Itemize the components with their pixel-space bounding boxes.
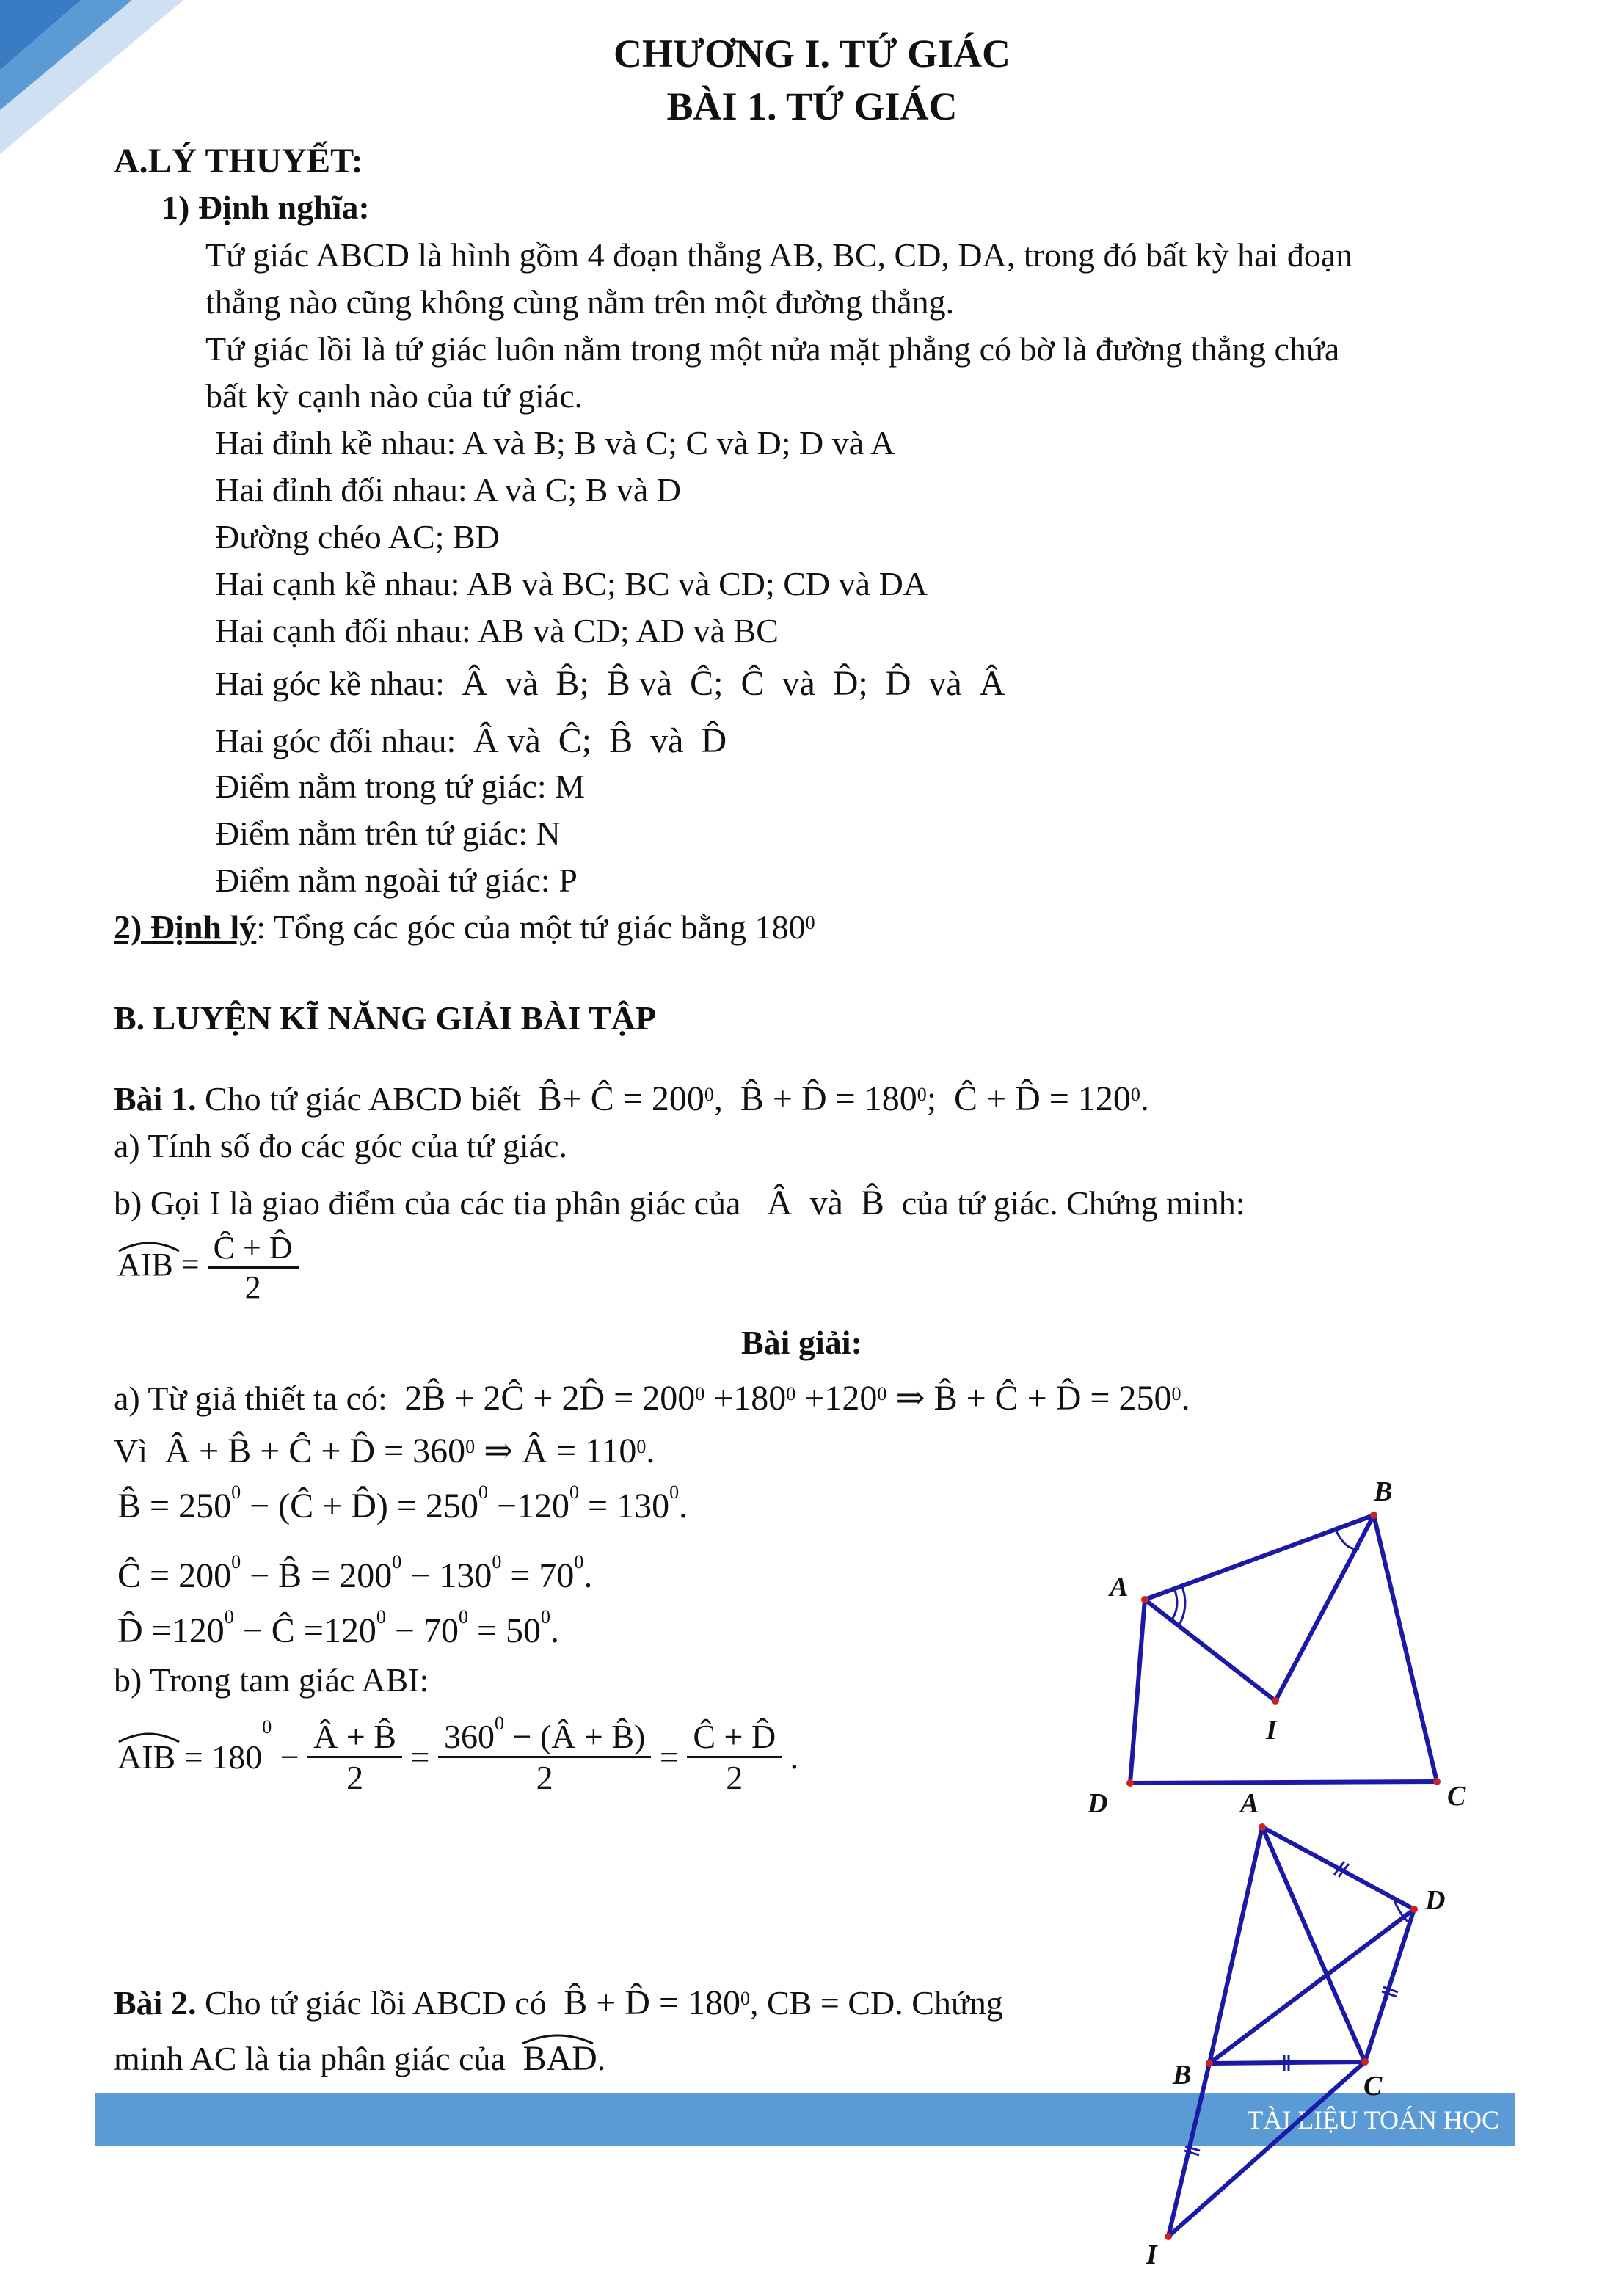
fig1-label-c: C (1447, 1781, 1466, 1812)
theory-item: Hai đỉnh kề nhau: A và B; B và C; C và D; D và A (215, 424, 895, 462)
fig2-label-c: C (1363, 2071, 1383, 2102)
solution-line-a: a) Từ giả thiết ta có: 2B̂ + 2Ĉ + 2D̂ = $200^0 +180^0 +120^0$ ⇒ B̂ + Ĉ + D̂ = $250^0$. (114, 1379, 1190, 1418)
corner-decoration (0, 0, 183, 154)
definition-line: Tứ giác ABCD là hình gồm 4 đoạn thẳng AB, BC, CD, DA, trong đó bất kỳ hai đoạn (205, 236, 1353, 274)
theory-item: Điểm nằm trên tứ giác: N (215, 814, 561, 852)
adjacent-angles-line: Hai góc kề nhau: Â và B̂; B̂ và Ĉ; Ĉ và D̂; D̂ và Â (215, 664, 1005, 703)
edge-da (1130, 1600, 1145, 1783)
edge-ab (1145, 1515, 1374, 1600)
bai1-part-a: a) Tính số đo các góc của tứ giác. (114, 1127, 568, 1164)
solution-aib: AIB = $180^0$ − $\frac{Â + B̂}{2}$ = $\frac{360^0 - (Â + B̂)}{2}$ = $\frac{Ĉ + D̂}{2}$ . (117, 1713, 799, 1796)
bai2-statement-2: minh AC là tia phân giác của BAD . (114, 2037, 605, 2081)
edge-dc (1365, 1909, 1414, 2062)
solution-line-d: D̂ $=120^0$ − Ĉ $=120^0 - 70^0 = 50^0$. (117, 1606, 560, 1650)
theory-item: Điểm nằm ngoài tứ giác: P (215, 861, 578, 899)
theory-heading: A.LÝ THUYẾT: (114, 142, 363, 181)
chapter-title: CHƯƠNG I. TỨ GIÁC (613, 32, 1011, 76)
fig2-label-i: I (1146, 2239, 1157, 2270)
solution-b-intro: b) Trong tam giác ABI: (114, 1661, 429, 1699)
fig1-label-i: I (1266, 1715, 1277, 1746)
theory-item: Hai đỉnh đối nhau: A và C; B và D (215, 471, 682, 508)
practice-heading: B. LUYỆN KĨ NĂNG GIẢI BÀI TẬP (114, 999, 657, 1037)
theorem-line: 2) Định lý: Tổng các góc của một tứ giác bằng $180^0$ (114, 908, 815, 946)
solution-line-vi: Vì Â + B̂ + Ĉ + D̂ = $360^0$ ⇒ Â = $110^0$. (114, 1432, 655, 1470)
theory-item: Điểm nằm trong tứ giác: M (215, 768, 586, 805)
figure-quadrilateral-bai2 (1086, 1790, 1497, 2271)
lesson-title: BÀI 1. TỨ GIÁC (666, 84, 958, 128)
definition-line: Tứ giác lồi là tứ giác luôn nằm trong một nửa mặt phẳng có bờ là đường thẳng chứa (205, 330, 1340, 368)
theory-item: Hai cạnh đối nhau: AB và CD; AD và BC (215, 612, 779, 649)
fig1-label-b: B (1374, 1476, 1393, 1507)
diag-ac (1262, 1827, 1365, 2062)
definition-line: bất kỳ cạnh nào của tứ giác. (205, 377, 583, 415)
footer-text: TÀI LIỆU TOÁN HỌC (1247, 2105, 1499, 2135)
solution-heading: Bài giải: (741, 1324, 862, 1361)
edge-cd (1130, 1782, 1437, 1783)
bai1-statement: Bài 1. Cho tứ giác ABCD biết B̂+ Ĉ = $200^0$, B̂ + D̂ = $180^0$; Ĉ + D̂ = $120^0$. (114, 1079, 1149, 1118)
figure-quadrilateral-abcd (1071, 1468, 1512, 1834)
fig1-label-a: A (1110, 1572, 1129, 1603)
edge-cb (1209, 2062, 1365, 2063)
bisector-ai (1145, 1600, 1275, 1701)
solution-line-b: B̂ = $250^0$ − (Ĉ + D̂) = $250^0 -120^0 = 130^0$. (117, 1481, 688, 1525)
bai1-part-b: b) Gọi I là giao điểm của các tia phân giác của Â và B̂ của tứ giác. Chứng minh: (114, 1184, 1245, 1222)
theory-item: Đường chéo AC; BD (215, 518, 500, 555)
bai2-statement-1: Bài 2. Cho tứ giác lồi ABCD có B̂ + D̂ = $180^0$, CB = CD. Chứng (114, 1983, 1003, 2022)
definition-heading: 1) Định nghĩa: (161, 189, 370, 226)
fig2-label-d: D (1425, 1885, 1446, 1916)
definition-line: thẳng nào cũng không cùng nằm trên một đường thẳng. (205, 283, 955, 321)
opposite-angles-line: Hai góc đối nhau: Â và Ĉ; B̂ và D̂ (215, 721, 727, 760)
fig2-label-a: A (1240, 1790, 1259, 1819)
edge-bc (1374, 1515, 1437, 1782)
fig2-label-b: B (1173, 2060, 1192, 2090)
solution-line-c: Ĉ = $200^0$ − B̂ = $200^0 - 130^0 = 70^0$. (117, 1551, 593, 1595)
fig1-label-d: D (1088, 1788, 1108, 1819)
bai1-formula: AIB = $\frac{Ĉ + D̂}{2}$ (117, 1229, 299, 1306)
theory-item: Hai cạnh kề nhau: AB và BC; BC và CD; CD và DA (215, 565, 928, 602)
bisector-bi (1275, 1515, 1374, 1701)
